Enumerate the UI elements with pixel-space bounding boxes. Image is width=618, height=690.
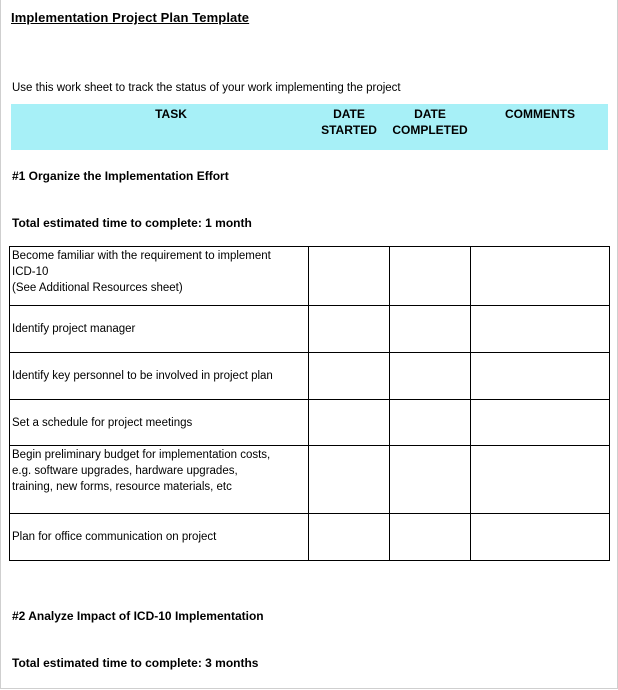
section-2-heading: #2 Analyze Impact of ICD-10 Implementation <box>12 609 264 623</box>
date-started-cell[interactable] <box>309 514 390 561</box>
table-row <box>10 247 610 306</box>
date-completed-cell[interactable] <box>390 446 471 514</box>
section-2-estimate: Total estimated time to complete: 3 months <box>12 656 259 670</box>
task-cell: Become familiar with the requirement to implement ICD-10 (See Additional Resources sheet) <box>10 247 309 306</box>
date-started-cell[interactable] <box>309 247 390 306</box>
header-date-completed: DATE COMPLETED <box>392 107 468 137</box>
task-cell: Identify key personnel to be involved in project plan <box>10 353 309 400</box>
header-date-started: DATE STARTED <box>321 107 377 137</box>
comments-cell[interactable] <box>471 306 610 353</box>
task-cell: Identify project manager <box>10 306 309 353</box>
section-1-estimate: Total estimated time to complete: 1 month <box>12 216 252 230</box>
table-row <box>10 514 610 561</box>
comments-cell[interactable] <box>471 446 610 514</box>
date-started-cell[interactable] <box>309 353 390 400</box>
table-row <box>10 353 610 400</box>
task-cell: Begin preliminary budget for implementation costs, e.g. software upgrades, hardware upgrades, training, new forms, resource materials, etc <box>10 446 309 514</box>
column-header-band <box>11 104 608 150</box>
comments-cell[interactable] <box>471 514 610 561</box>
header-task: TASK <box>155 107 187 121</box>
comments-cell[interactable] <box>471 247 610 306</box>
table-row <box>10 306 610 353</box>
date-completed-cell[interactable] <box>390 514 471 561</box>
intro-text: Use this work sheet to track the status of your work implementing the project <box>12 82 401 94</box>
date-completed-cell[interactable] <box>390 306 471 353</box>
section-1-heading: #1 Organize the Implementation Effort <box>12 169 229 183</box>
page-title: Implementation Project Plan Template <box>11 10 250 25</box>
date-started-cell[interactable] <box>309 306 390 353</box>
comments-cell[interactable] <box>471 353 610 400</box>
table-row <box>10 446 610 514</box>
task-table <box>9 246 610 561</box>
task-cell: Set a schedule for project meetings <box>10 400 309 446</box>
table-row <box>10 400 610 446</box>
comments-cell[interactable] <box>471 400 610 446</box>
task-cell: Plan for office communication on project <box>10 514 309 561</box>
header-comments: COMMENTS <box>505 107 575 121</box>
date-completed-cell[interactable] <box>390 247 471 306</box>
date-started-cell[interactable] <box>309 446 390 514</box>
date-completed-cell[interactable] <box>390 400 471 446</box>
date-completed-cell[interactable] <box>390 353 471 400</box>
date-started-cell[interactable] <box>309 400 390 446</box>
